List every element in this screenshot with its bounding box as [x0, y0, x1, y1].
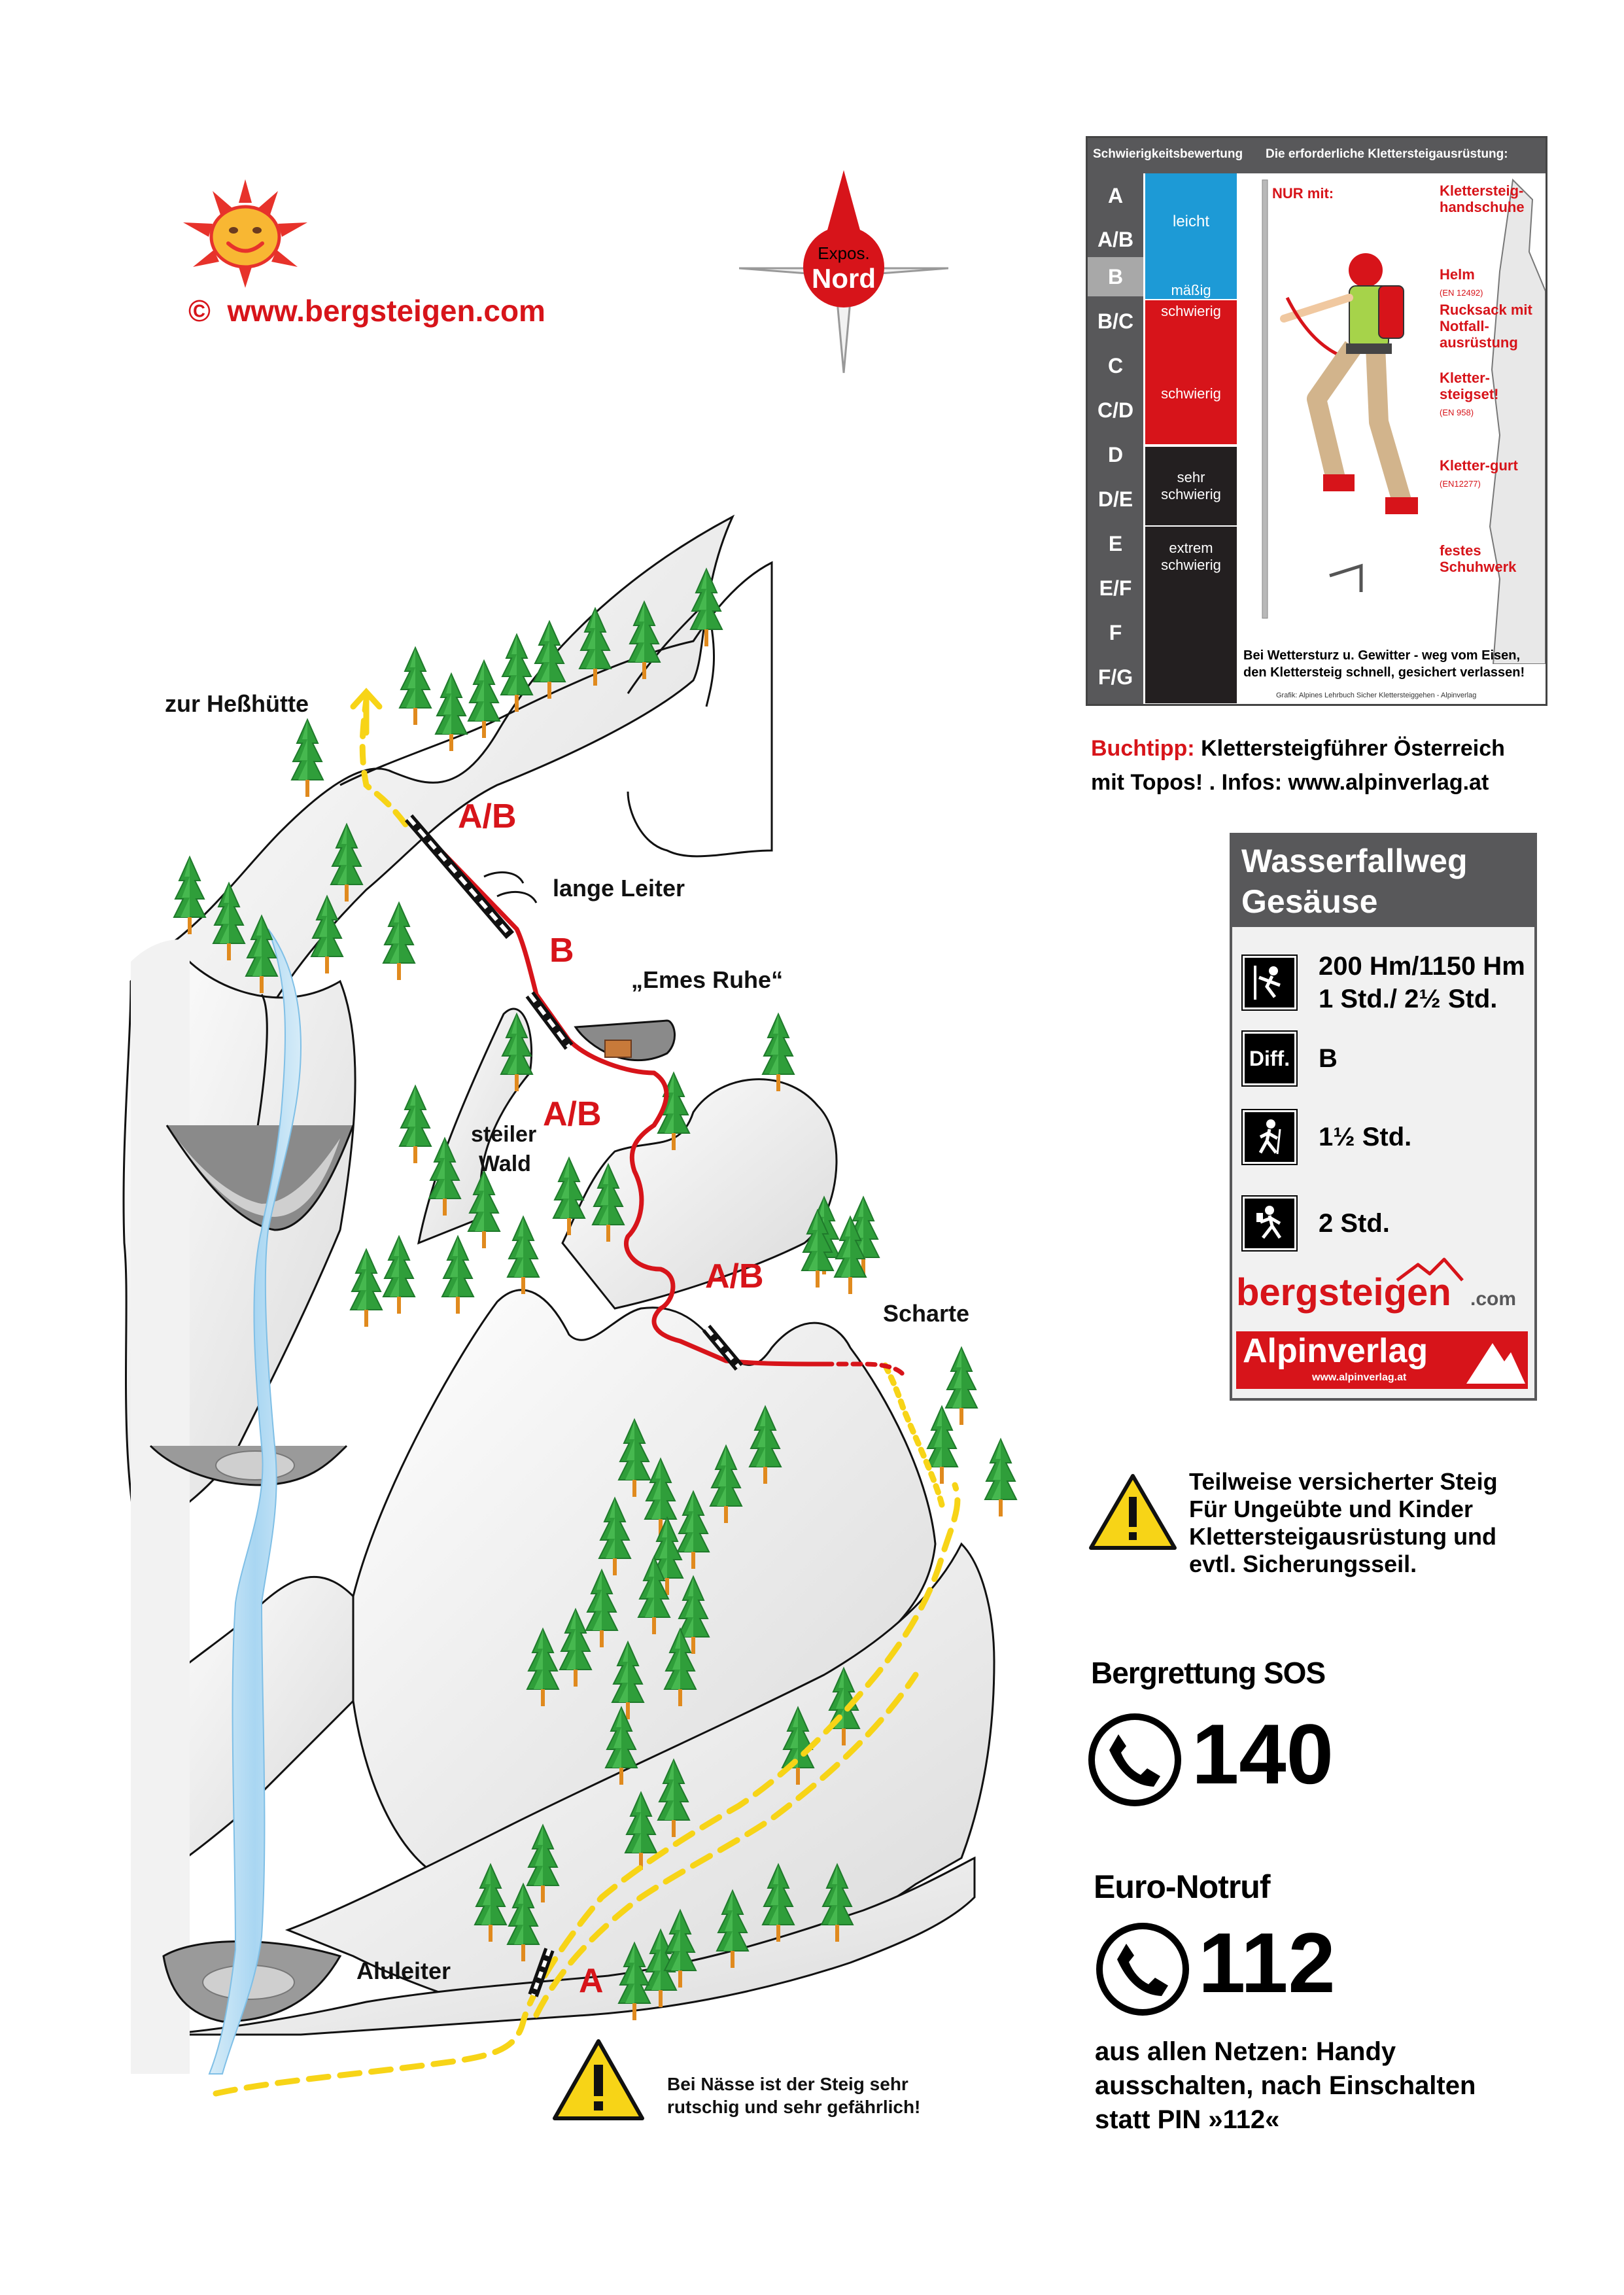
compass-label-top: Expos.	[818, 243, 870, 263]
grade-label-start: A	[579, 1962, 604, 2000]
equip-rucksack: Rucksack mit Notfall-ausrüstung	[1440, 302, 1532, 351]
equip-helm: Helm (EN 12492)	[1440, 266, 1483, 298]
grade-FG: F/G	[1097, 665, 1133, 689]
level-sehr-text: sehr schwierig	[1161, 469, 1221, 502]
notice-line-4: evtl. Sicherungsseil.	[1189, 1550, 1417, 1577]
notice-text	[1189, 1468, 1498, 1578]
alpinverlag-logo[interactable]	[1236, 1331, 1528, 1389]
bergsteigen-logo[interactable]	[1234, 1254, 1534, 1320]
info-approach-text: 1½ Std.	[1319, 1123, 1412, 1151]
hiker-icon	[1243, 1110, 1296, 1164]
grade-label-b: B	[549, 932, 574, 970]
info-row-approach	[1243, 1110, 1411, 1164]
grade-CD: C/D	[1097, 398, 1134, 422]
euro-label: Euro-Notruf	[1094, 1868, 1270, 1905]
info-row-elevation	[1243, 950, 1525, 1015]
info-elevation-text: 200 Hm/1150 Hm	[1319, 952, 1525, 981]
descent-icon	[1243, 1197, 1296, 1250]
book-tip-line1: Klettersteigführer Österreich	[1201, 736, 1505, 761]
bergsteigen-logo-text: bergsteigen	[1236, 1271, 1451, 1314]
legend-warning: Bei Wettersturz u. Gewitter - weg vom Eisen, den Klettersteig schnell, gesichert verlassen!	[1243, 648, 1525, 680]
info-descent-text: 2 Std.	[1319, 1209, 1390, 1238]
level-schwierig-text-1: schwierig	[1161, 303, 1221, 319]
warning-icon	[1087, 1472, 1179, 1553]
nur-mit-label: NUR mit:	[1272, 185, 1334, 201]
wet-warning-line1: Bei Nässe ist der Steig sehr	[667, 2074, 908, 2094]
climber-icon	[1243, 956, 1296, 1009]
info-row-difficulty	[1243, 1032, 1338, 1085]
level-maessig-text: mäßig	[1171, 282, 1211, 298]
book-tip-prefix: Buchtipp:	[1091, 736, 1195, 761]
wet-warning-icon	[555, 2041, 642, 2118]
diff-icon: Diff.	[1243, 1032, 1296, 1085]
climber-icon	[1284, 253, 1418, 514]
level-schwierig-text-2: schwierig	[1161, 385, 1221, 402]
label-aluleiter: Aluleiter	[356, 1957, 451, 1984]
alpinverlag-logo-text: Alpinverlag	[1243, 1332, 1428, 1370]
grade-label-mid: A/B	[543, 1095, 602, 1133]
arrow-up-icon	[353, 692, 379, 733]
grade-C: C	[1107, 353, 1124, 377]
grade-E: E	[1108, 531, 1123, 555]
level-sehr	[1145, 447, 1237, 525]
grade-DE: D/E	[1097, 487, 1133, 511]
grade-A: A	[1107, 183, 1124, 207]
hint-line-3: statt PIN »112«	[1095, 2105, 1280, 2134]
label-steiler: steiler	[471, 1122, 537, 1147]
phone-icon-2	[1094, 1920, 1192, 2018]
info-title-line2: Gesäuse	[1241, 883, 1378, 920]
hint-line-1: aus allen Netzen: Handy	[1095, 2037, 1396, 2066]
info-duration-text: 1 Std./ 2½ Std.	[1319, 985, 1498, 1013]
label-emes-ruhe: „Emes Ruhe“	[631, 966, 784, 993]
grade-D: D	[1107, 442, 1124, 466]
bergsteigen-logo-suffix: .com	[1470, 1288, 1517, 1310]
legend-header-left: Schwierigkeitsbewertung	[1093, 147, 1243, 161]
level-leicht	[1145, 173, 1237, 270]
notice-line-1: Teilweise versicherter Steig	[1189, 1468, 1498, 1495]
equip-gurt: Kletter-gurt (EN12277)	[1440, 457, 1518, 489]
compass-label-main: Nord	[812, 263, 876, 294]
grade-AB: A/B	[1097, 227, 1134, 251]
book-tip-line2[interactable]: mit Topos! . Infos: www.alpinverlag.at	[1091, 770, 1489, 795]
phone-icon	[1086, 1711, 1184, 1809]
grade-label-top: A/B	[458, 797, 517, 835]
info-title-line1: Wasserfallweg	[1241, 843, 1468, 879]
level-schwierig	[1145, 300, 1237, 444]
level-maessig	[1145, 270, 1237, 299]
notice-line-2: Für Ungeübte und Kinder	[1189, 1496, 1473, 1522]
info-box	[1230, 833, 1537, 1401]
book-tip	[1091, 731, 1505, 799]
level-extrem-text: extrem schwierig	[1161, 540, 1221, 573]
alpinverlag-logo-url: www.alpinverlag.at	[1312, 1372, 1407, 1383]
label-wald: Wald	[479, 1151, 531, 1176]
info-difficulty-text: B	[1319, 1044, 1338, 1073]
difficulty-legend	[1086, 136, 1547, 706]
legend-header-right: Die erforderliche Klettersteigausrüstung:	[1266, 147, 1508, 161]
emergency-hint	[1095, 2035, 1476, 2137]
level-leicht-text: leicht	[1172, 213, 1210, 230]
label-scharte: Scharte	[883, 1300, 970, 1327]
equip-schuhwerk: festes Schuhwerk	[1440, 542, 1517, 575]
level-extrem	[1145, 527, 1237, 703]
equip-handschuhe: Klettersteig-handschuhe	[1440, 183, 1525, 215]
legend-credit: Grafik: Alpines Lehrbuch Sicher Klettersteiggehen - Alpinverlag	[1276, 692, 1477, 699]
wet-warning-line2: rutschig und sehr gefährlich!	[667, 2097, 921, 2117]
label-hesshuette: zur Heßhütte	[165, 690, 309, 717]
notice-line-3: Klettersteigausrüstung und	[1189, 1523, 1497, 1550]
euro-number[interactable]: 112	[1198, 1915, 1336, 2010]
label-lange-leiter: lange Leiter	[553, 875, 685, 902]
info-row-descent	[1243, 1197, 1390, 1250]
grade-label-low: A/B	[705, 1257, 764, 1295]
hint-line-2: ausschalten, nach Einschalten	[1095, 2071, 1476, 2100]
sos-number[interactable]: 140	[1192, 1706, 1334, 1802]
grade-BC: B/C	[1097, 309, 1134, 333]
equip-steigset: Kletter-steigset! (EN 958)	[1440, 370, 1499, 417]
grade-B-highlighted: B	[1107, 264, 1124, 289]
copyright-text[interactable]: © www.bergsteigen.com	[188, 294, 545, 328]
sos-label: Bergrettung SOS	[1091, 1656, 1326, 1690]
grade-EF: E/F	[1099, 576, 1132, 600]
grade-F: F	[1109, 620, 1122, 644]
